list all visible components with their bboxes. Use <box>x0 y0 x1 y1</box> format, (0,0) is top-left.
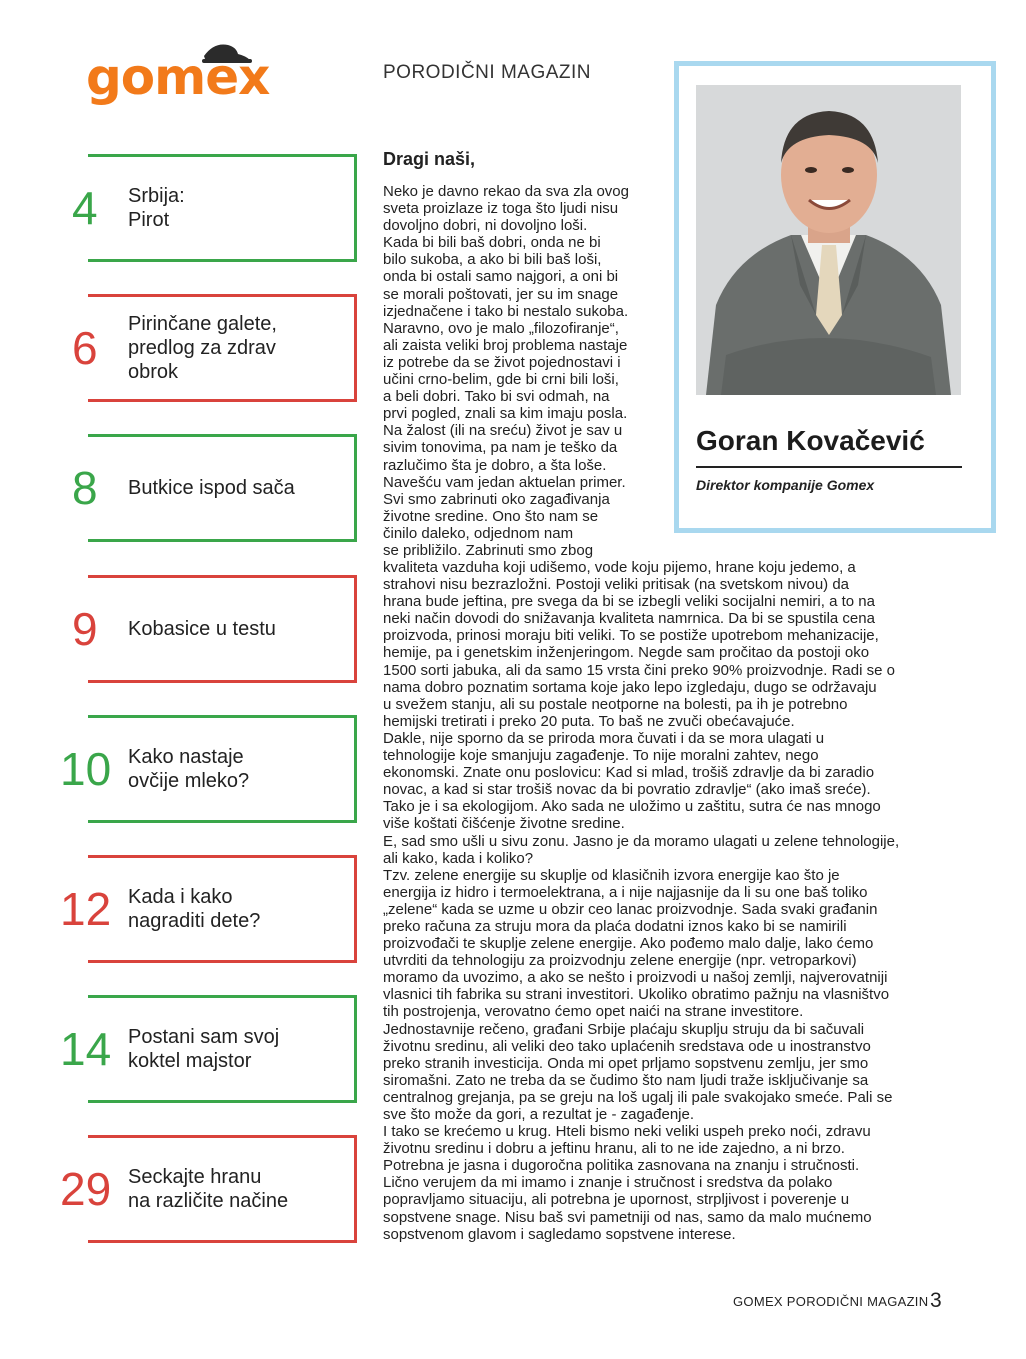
letter-line: onda bi ostali samo najgori, a oni bi <box>383 268 619 286</box>
director-name: Goran Kovačević <box>696 425 925 456</box>
letter-line: „zelene“ kada se uzme u obzir ceo lanac proizvodnje. Sada svaki građanin <box>383 900 878 918</box>
letter-line: E, sad smo ušli u sivu zonu. Jasno je da moramo ulagati u zelene tehnologije, <box>383 832 900 850</box>
letter-line: u svežem stanju, ali su postale neotporne na bolesti, pa ih je potrebno <box>383 695 848 713</box>
letter-line: iz potrebe da se život pojednostavi i <box>383 353 621 371</box>
letter-line: energija iz hidro i termoelektrana, a i nije najjasnije da li su one baš toliko <box>383 883 868 901</box>
letter-line: nama dobro poznatim sortama koje jako lepo izgledaju, dugo se održavaju <box>383 678 877 696</box>
letter-line: Svi smo zabrinuti oko zagađivanja <box>383 490 610 508</box>
letter-line: sopstvene snage. Nisu baš svi pametniji od nas, samo da malo mućnemo <box>383 1208 872 1226</box>
toc-title: Seckajte hranu na različite načine <box>128 1166 289 1212</box>
footer-magazine-label: GOMEX PORODIČNI MAGAZIN <box>733 1294 929 1309</box>
letter-line: sveta proizlaze iz toga što ljudi nisu <box>383 200 619 218</box>
letter-line: izjednačene i tako bi nestalo sukoba. <box>383 302 629 320</box>
toc-title: Kada i kako nagraditi dete? <box>128 886 261 932</box>
toc-title: Postani sam svoj koktel majstor <box>128 1026 280 1072</box>
director-portrait <box>696 85 961 395</box>
toc-title: Srbija: Pirot <box>128 185 185 231</box>
letter-line: centralnog grejanja, pa se greju na loš ugalj ili pale svakojako smeće. Pali se <box>383 1088 893 1106</box>
letter-line: preko stranih investicija. Onda mi opet prljamo sopstvenu zemlju, jer smo <box>383 1054 869 1072</box>
letter-line: činilo daleko, odjednom nam <box>383 524 574 542</box>
toc-page-number: 10 <box>60 743 112 795</box>
letter-line: strahovi nisu bezrazložni. Postoji veliki pritisak (na svetskom nivou) da <box>383 576 850 594</box>
toc-page-number: 9 <box>72 603 98 655</box>
letter-line: Dakle, nije sporno da se priroda mora čuvati i da se mora ulagati u <box>383 729 825 747</box>
letter-line: Lično verujem da mi imamo i znanje i stručnost i sredstva da polako <box>383 1174 833 1192</box>
letter-line: dovoljno dobri, ni dovoljno loši. <box>383 217 588 235</box>
name-divider <box>696 466 962 468</box>
letter-line: se približilo. Zabrinuti smo zbog <box>383 541 594 559</box>
letter-line: razlučimo šta je dobro, a šta loše. <box>383 456 607 474</box>
gomex-logo <box>86 36 276 108</box>
toc-item[interactable] <box>60 715 354 823</box>
letter-line: I tako se krećemo u krug. Hteli bismo neki veliki uspeh preko noći, zdravu <box>383 1123 871 1141</box>
letter-line: sivim tonovima, pa nam je teško da <box>383 439 618 457</box>
letter-line: Kada bi bili baš dobri, onda ne bi <box>383 234 601 252</box>
letter-line: a beli dobri. Tako bi svi odmah, na <box>383 388 610 406</box>
letter-line: Navešću vam jedan aktuelan primer. <box>383 473 626 491</box>
letter-line: utvrditi da tehnologiju za proizvodnju zelene energije (npr. vetroparkovi) <box>383 952 857 970</box>
letter-line: siromašni. Zato ne treba da se čudimo što nam ljudi traže isključivanje sa <box>383 1071 869 1089</box>
letter-line: vlasnici tih fabrika su strani investitori. Ukoliko obratimo pažnju na vlasništvo <box>383 986 890 1004</box>
letter-body-top <box>383 183 673 559</box>
letter-line: Neko je davno rekao da sva zla ovog <box>383 183 629 200</box>
letter-line: ali kako, kada i koliko? <box>383 849 534 867</box>
letter-greeting: Dragi naši, <box>383 149 476 169</box>
letter-line: Tako je i sa ekologijom. Ako sada ne uložimo u zaštitu, sutra će nas mnogo <box>383 798 881 816</box>
letter-line: neki način dovodi do snižavanja kvaliteta namrnica. Da bi se spustila cena <box>383 610 875 628</box>
toc-page-number: 12 <box>60 883 112 935</box>
toc-item[interactable] <box>72 294 354 402</box>
toc-item[interactable] <box>72 154 354 262</box>
letter-line: Na žalost (ili na sreću) život je sav u <box>383 422 623 440</box>
director-role: Direktor kompanije Gomex <box>696 477 875 493</box>
letter-line: moramo da uvozimo, a ako se nešto i proizvodi u našoj zemlji, najverovatniji <box>383 969 888 987</box>
letter-line: životnu sredinu, ali veliki deo tako uplaćenih sredstava ode u inostranstvo <box>383 1037 871 1055</box>
letter-line: više koštati čišćenje životne sredine. <box>383 815 625 833</box>
letter-line: životne sredine. Ono što nam se <box>383 507 599 525</box>
letter-line: učini crno-belim, gde bi crni bili loši, <box>383 371 619 389</box>
letter-line: proizvoda, prinosi moraju biti veliki. To se postiže upotrebom mehanizacije, <box>383 627 879 645</box>
letter-line: tehnologije koje smanjuju zagađenje. To nije moralni zahtev, nego <box>383 747 819 765</box>
letter-line: hemije, pa i genetskim inženjeringom. Negde sam pročitao da postoji oko <box>383 644 870 662</box>
letter-line: ekonomski. Znate onu poslovicu: Kad si mlad, trošiš zdravlje da bi zaradio <box>383 764 875 782</box>
page-number: 3 <box>930 1289 942 1312</box>
toc-page-number: 29 <box>60 1163 112 1215</box>
letter-line: Tzv. zelene energije su skuplje od klasičnih izvora energije kao što je <box>383 866 840 884</box>
letter-line: sve što može da gori, a rezultat je - zagađenje. <box>383 1106 695 1123</box>
letter-line: Jednostavnije rečeno, građani Srbije plaćaju skuplju struju da bi sačuvali <box>383 1020 865 1038</box>
toc-item[interactable] <box>60 1135 354 1243</box>
letter-line: bilo sukoba, a ako bi bili baš loši, <box>383 251 602 269</box>
letter-line: hrana bude jeftina, pre svega da bi se izbegli veliki socijalni nemiri, a to na <box>383 593 875 611</box>
toc-item[interactable] <box>72 575 354 683</box>
letter-body-bottom <box>383 559 983 1243</box>
letter-line: Naravno, ovo je malo „filozofiranje“, <box>383 319 619 337</box>
toc-page-number: 14 <box>60 1023 112 1075</box>
letter-line: sopstvenom glavom i sagledamo sopstvene interese. <box>383 1225 736 1243</box>
toc-title: Butkice ispod sača <box>128 477 295 499</box>
toc-item[interactable] <box>60 855 354 963</box>
letter-line: prvi pogled, znali sa kim imaju posla. <box>383 405 628 423</box>
letter-line: novac, a kad si star trošiš novac da bi povratio zdravlje“ (ako imaš sreće). <box>383 781 871 799</box>
letter-line: preko računa za struju mora da plaća dodatni iznos kako bi se namirili <box>383 917 847 935</box>
toc-page-number: 6 <box>72 322 98 374</box>
letter-line: Potrebna je jasna i dugoročna politika zasnovana na znanju i stručnosti. <box>383 1157 860 1175</box>
toc-page-number: 8 <box>72 462 98 514</box>
letter-line: popravljamo situaciju, ali potrebna je upornost, strpljivost i poverenje u <box>383 1191 850 1209</box>
letter-line: životnu sredinu i dobru a jeftinu hranu, ali to ne ide zajedno, a ni brzo. <box>383 1140 845 1158</box>
toc-title: Pirinčane galete, predlog za zdrav obrok <box>128 313 277 383</box>
toc-title: Kako nastaje ovčije mleko? <box>128 746 250 792</box>
toc-page-number: 4 <box>72 182 98 234</box>
letter-line: proizvođači te skuplje zelene energije. Ako pođemo malo dalje, lako ćemo <box>383 935 874 953</box>
toc-item[interactable] <box>60 995 354 1103</box>
letter-line: 1500 sorti jabuka, ali da samo 15 vrsta čini preko 90% proizvodnje. Radi se o <box>383 661 895 679</box>
letter-line: hemijski tretirati i preko 20 puta. To baš ne zvuči obećavajuće. <box>383 712 795 730</box>
letter-line: se morali poštovati, jer su im snage <box>383 285 619 303</box>
toc-item[interactable] <box>72 434 354 542</box>
toc-title: Kobasice u testu <box>128 618 276 640</box>
logo-text: gomex <box>86 48 270 106</box>
letter-line: ali zaista veliki broj problema nastaje <box>383 336 628 354</box>
letter-line: tih postrojenja, verovatno ćemo opet naići na strane investitore. <box>383 1003 804 1021</box>
letter-line: kvaliteta vazduha koji udišemo, vode koju pijemo, hrane koju jedemo, a <box>383 559 856 576</box>
magazine-title: PORODIČNI MAGAZIN <box>383 62 592 83</box>
